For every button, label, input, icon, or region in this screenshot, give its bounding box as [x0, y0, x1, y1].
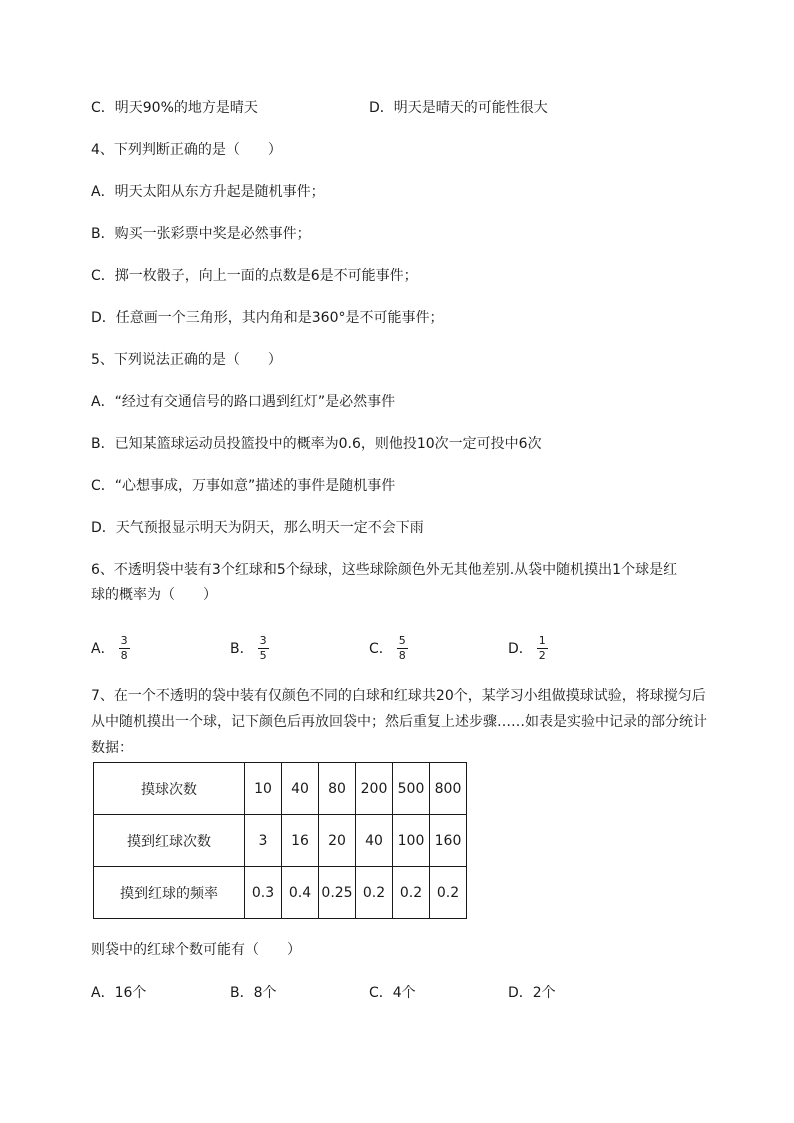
table-cell: 100 — [393, 815, 430, 867]
q6-option-d — [508, 630, 548, 666]
table-cell: 0.2 — [393, 867, 430, 919]
table-cell: 0.3 — [245, 867, 282, 919]
q7-option-c: C．4个 — [369, 985, 416, 1001]
table-cell: 16 — [282, 815, 319, 867]
q7-question: 则袋中的红球个数可能有（ ） — [91, 942, 301, 958]
fraction-numerator: 3 — [120, 633, 128, 647]
q6-option-b — [230, 630, 269, 666]
table-cell: 20 — [319, 815, 356, 867]
table-cell: 3 — [245, 815, 282, 867]
fraction-numerator: 5 — [398, 633, 406, 647]
table-cell: 10 — [245, 763, 282, 815]
q6-option-a-fraction — [119, 635, 130, 662]
q5-option-d: D．天气预报显示明天为阴天，那么明天一定不会下雨 — [91, 520, 424, 536]
q7-stem-line2: 从中随机摸出一个球，记下颜色后再放回袋中；然后重复上述步骤……如表是实验中记录的部分统计 — [91, 714, 707, 730]
row-header: 摸到红球次数 — [94, 815, 245, 867]
fraction-denominator: 5 — [259, 648, 267, 662]
fraction-denominator: 8 — [120, 648, 128, 662]
q4-option-a: A．明天太阳从东方升起是随机事件； — [91, 184, 325, 200]
table-cell: 160 — [430, 815, 467, 867]
row-header: 摸球次数 — [94, 763, 245, 815]
q7-stem-line3: 数据： — [91, 740, 133, 756]
fraction-numerator: 1 — [538, 633, 546, 647]
table-cell: 200 — [356, 763, 393, 815]
q6-option-c-fraction — [397, 635, 408, 662]
q6-stem-line1: 6、不透明袋中装有3个红球和5个绿球，这些球除颜色外无其他差别.从袋中随机摸出1个球是红 — [91, 562, 678, 578]
q6-option-c-label: C． — [369, 641, 393, 657]
table-cell: 80 — [319, 763, 356, 815]
row-header: 摸到红球的频率 — [94, 867, 245, 919]
q4-stem: 4、下列判断正确的是（ ） — [91, 142, 282, 158]
q6-option-d-label: D． — [508, 641, 533, 657]
table-cell: 800 — [430, 763, 467, 815]
table-row-red-frequency — [94, 867, 467, 919]
q6-option-b-fraction — [258, 635, 269, 662]
q4-option-d: D．任意画一个三角形，其内角和是360°是不可能事件； — [91, 310, 444, 326]
q6-option-d-fraction — [537, 635, 548, 662]
table-row-red-count — [94, 815, 467, 867]
q4-option-b: B．购买一张彩票中奖是必然事件； — [91, 226, 311, 242]
fraction-denominator: 2 — [538, 648, 546, 662]
table-cell: 0.2 — [356, 867, 393, 919]
q5-option-b: B．已知某篮球运动员投篮投中的概率为0.6，则他投10次一定可投中6次 — [91, 436, 542, 452]
q7-option-a: A．16个 — [91, 985, 147, 1001]
table-cell: 0.4 — [282, 867, 319, 919]
table-cell: 40 — [282, 763, 319, 815]
q5-option-c: C．“心想事成，万事如意”描述的事件是随机事件 — [91, 478, 396, 494]
table-cell: 500 — [393, 763, 430, 815]
table-cell: 0.2 — [430, 867, 467, 919]
q3-option-c: C．明天90%的地方是晴天 — [91, 100, 258, 116]
q6-option-a — [91, 630, 130, 666]
q6-stem-line2: 球的概率为（ ） — [91, 587, 217, 603]
q7-option-d: D．2个 — [508, 985, 556, 1001]
table-row-draw-count — [94, 763, 467, 815]
q7-stem-line1: 7、在一个不透明的袋中装有仅颜色不同的白球和红球共20个，某学习小组做摸球试验，将球搅匀后 — [91, 688, 706, 704]
table-cell: 40 — [356, 815, 393, 867]
q6-option-b-label: B． — [230, 641, 254, 657]
q7-option-b: B．8个 — [230, 985, 277, 1001]
q3-option-d: D．明天是晴天的可能性很大 — [369, 100, 548, 116]
q7-statistics-table — [93, 762, 467, 919]
q5-stem: 5、下列说法正确的是（ ） — [91, 352, 282, 368]
fraction-denominator: 8 — [398, 648, 406, 662]
q5-option-a: A．“经过有交通信号的路口遇到红灯”是必然事件 — [91, 394, 396, 410]
fraction-numerator: 3 — [259, 633, 267, 647]
table-cell: 0.25 — [319, 867, 356, 919]
q4-option-c: C．掷一枚骰子，向上一面的点数是6是不可能事件； — [91, 268, 418, 284]
q6-option-a-label: A． — [91, 641, 115, 657]
q6-option-c — [369, 630, 408, 666]
